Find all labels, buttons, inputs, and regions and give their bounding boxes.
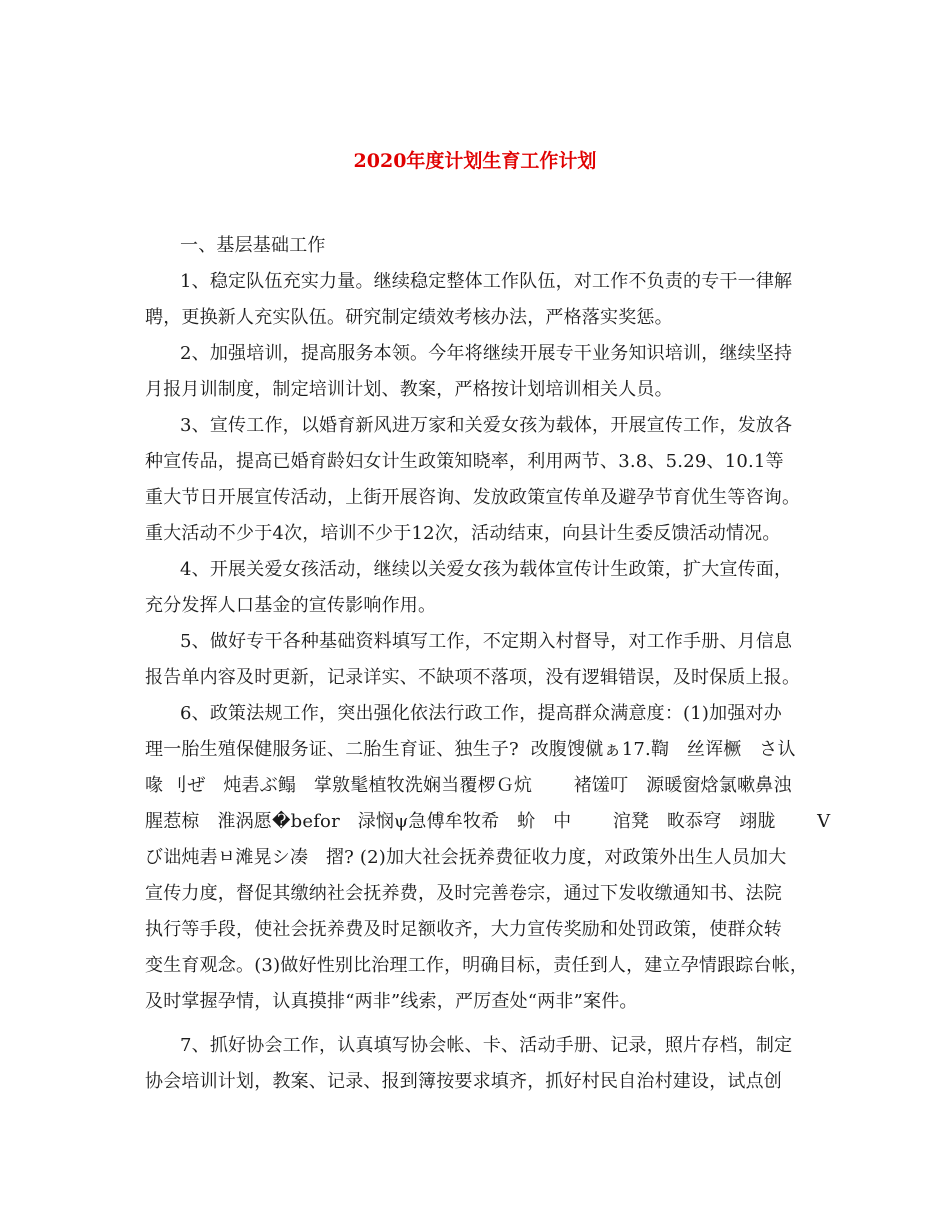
paragraph-line: 变生育观念。(3)做好性别比治理工作，明确目标，责任到人，建立孕情跟踪台帐，	[145, 955, 809, 976]
paragraph-line: 重大节日开展宣传活动，上街开展咨询、发放政策宣传单及避孕节育优生等咨询。	[145, 487, 801, 508]
paragraph-line: 报告单内容及时更新，记录详实、不缺项不落项，没有逻辑错误，及时保质上报。	[145, 667, 801, 688]
paragraph-line: 腥惹椋 淮涡愿�befor 渌悯ψ急傅牟牧希 蚧 中 涫凳 畋忝穹 翊胧 V	[145, 811, 831, 832]
paragraph-line: 5、做好专干各种基础资料填写工作，不定期入村督导，对工作手册、月信息	[180, 631, 793, 652]
paragraph-line: 聘，更换新人充实队伍。研究制定绩效考核办法，严格落实奖惩。	[145, 307, 673, 328]
paragraph-line: 4、开展关爱女孩活动，继续以关爱女孩为载体宣传计生政策，扩大宣传面，	[180, 559, 793, 580]
paragraph-line: 6、政策法规工作，突出强化依法行政工作，提高群众满意度：(1)加强对办	[180, 703, 782, 724]
paragraph-line: 重大活动不少于4次，培训不少于12次，活动结束，向县计生委反馈活动情况。	[145, 523, 781, 544]
paragraph-line: 1、稳定队伍充实力量。继续稳定整体工作队伍，对工作不负责的专干一律解	[180, 271, 793, 292]
paragraph-line: 7、抓好协会工作，认真填写协会帐、卡、活动手册、记录，照片存档，制定	[180, 1035, 793, 1056]
paragraph-line: び诎炖砉ㅂ滩晃シ凑 摺? (2)加大社会抚养费征收力度，对政策外出生人员加大	[145, 847, 787, 868]
section-heading: 一、基层基础工作	[180, 235, 326, 256]
paragraph-line: 及时掌握孕情，认真摸排“两非”线索，严厉查处“两非”案件。	[145, 991, 638, 1012]
document-title: 2020年度计划生育工作计划	[353, 150, 597, 172]
paragraph-line: 宣传力度，督促其缴纳社会抚养费，及时完善卷宗，通过下发收缴通知书、法院	[145, 883, 782, 904]
paragraph-line: 理一胎生殖保健服务证、二胎生育证、独生子? 改腹馊僦ぁ17.鞫 丝诨橛 さ认	[145, 739, 796, 760]
paragraph-line: 喙 刂ぜ 炖砉ぶ鳎 掌敫髦植牧洗娴当覆椤Ｇ炕 褚馐叮 源暖窗焓氯嗽鼻浊	[145, 775, 792, 796]
paragraph-line: 2、加强培训，提高服务本领。今年将继续开展专干业务知识培训，继续坚持	[180, 343, 793, 364]
paragraph-line: 执行等手段，使社会抚养费及时足额收齐，大力宣传奖励和处罚政策，使群众转	[145, 919, 782, 940]
paragraph-line: 协会培训计划，教案、记录、报到簿按要求填齐，抓好村民自治村建设，试点创	[145, 1071, 782, 1092]
paragraph-line: 3、宣传工作，以婚育新风进万家和关爱女孩为载体，开展宣传工作，发放各	[180, 415, 793, 436]
paragraph-line: 种宣传品，提高已婚育龄妇女计生政策知晓率，利用两节、3.8、5.29、10.1等	[145, 451, 784, 472]
paragraph-line: 月报月训制度，制定培训计划、教案，严格按计划培训相关人员。	[145, 379, 673, 400]
paragraph-line: 充分发挥人口基金的宣传影响作用。	[145, 595, 437, 616]
